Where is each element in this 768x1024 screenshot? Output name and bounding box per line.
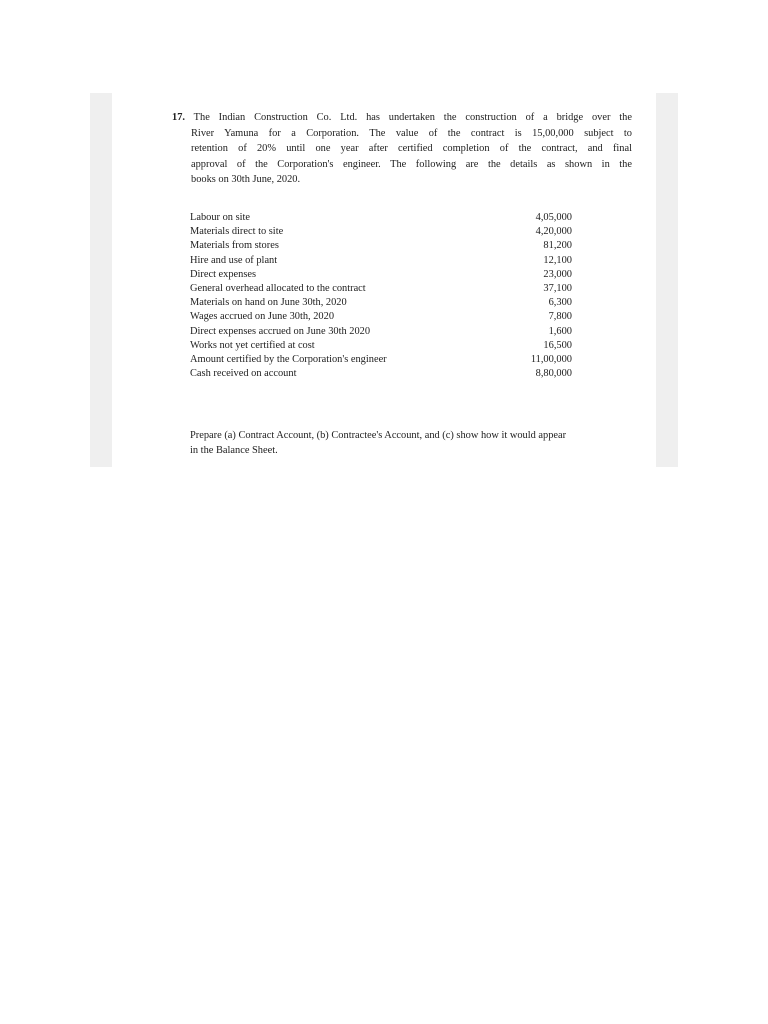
- item-amount: 12,100: [543, 254, 572, 266]
- item-amount: 6,300: [548, 297, 572, 309]
- item-label: Direct expenses: [190, 268, 257, 280]
- instruction-paragraph: [190, 428, 640, 458]
- item-label: Materials on hand on June 30th, 2020: [190, 297, 347, 309]
- item-label: Works not yet certified at cost: [190, 339, 315, 351]
- instruction-line: in the Balance Sheet.: [190, 445, 278, 456]
- question-line-1: [172, 110, 632, 126]
- question-paragraph: [172, 110, 632, 188]
- list-item: [190, 239, 572, 253]
- list-item: [190, 282, 572, 296]
- list-item: [190, 268, 572, 282]
- list-item: [190, 296, 572, 310]
- item-amount: 8,80,000: [535, 368, 572, 380]
- item-label: Materials from stores: [190, 240, 279, 252]
- item-amount: 4,05,000: [535, 212, 572, 223]
- question-text-line: River Yamuna for a Corporation. The value of the contract is 15,00,000 subject to: [191, 127, 632, 139]
- item-label: Direct expenses accrued on June 30th 2020: [190, 325, 371, 337]
- question-text-line: retention of 20% until one year after certified completion of the contract, and final: [191, 143, 632, 155]
- list-item: [190, 310, 572, 324]
- item-amount: 4,20,000: [535, 226, 572, 238]
- question-text-line: approval of the Corporation's engineer. The following are the details as shown in the: [191, 158, 632, 170]
- item-amount: 1,600: [548, 325, 572, 337]
- question-text-line: The Indian Construction Co. Ltd. has undertaken the construction of a bridge over the: [193, 112, 632, 123]
- list-item: [190, 325, 572, 339]
- item-label: General overhead allocated to the contract: [190, 282, 366, 294]
- list-item: [190, 353, 572, 367]
- instruction-line: Prepare (a) Contract Account, (b) Contractee's Account, and (c) show how it would appear: [190, 430, 567, 441]
- list-item: [190, 367, 572, 381]
- item-label: Cash received on account: [190, 368, 297, 380]
- question-text-line: books on 30th June, 2020.: [191, 174, 301, 186]
- item-label: Amount certified by the Corporation's engineer: [190, 353, 387, 365]
- item-amount: 81,200: [543, 240, 572, 252]
- contract-details-list: [190, 211, 572, 381]
- item-label: Hire and use of plant: [190, 254, 278, 266]
- list-item: [190, 211, 572, 225]
- list-item: [190, 339, 572, 353]
- item-label: Materials direct to site: [190, 226, 284, 238]
- item-amount: 16,500: [543, 339, 572, 351]
- list-item: [190, 254, 572, 268]
- item-amount: 23,000: [543, 268, 572, 280]
- item-label: Labour on site: [190, 212, 251, 223]
- list-item: [190, 225, 572, 239]
- item-amount: 11,00,000: [530, 353, 572, 365]
- item-amount: 7,800: [548, 311, 572, 323]
- question-number: 17.: [172, 112, 185, 123]
- item-label: Wages accrued on June 30th, 2020: [190, 311, 335, 323]
- item-amount: 37,100: [543, 282, 572, 294]
